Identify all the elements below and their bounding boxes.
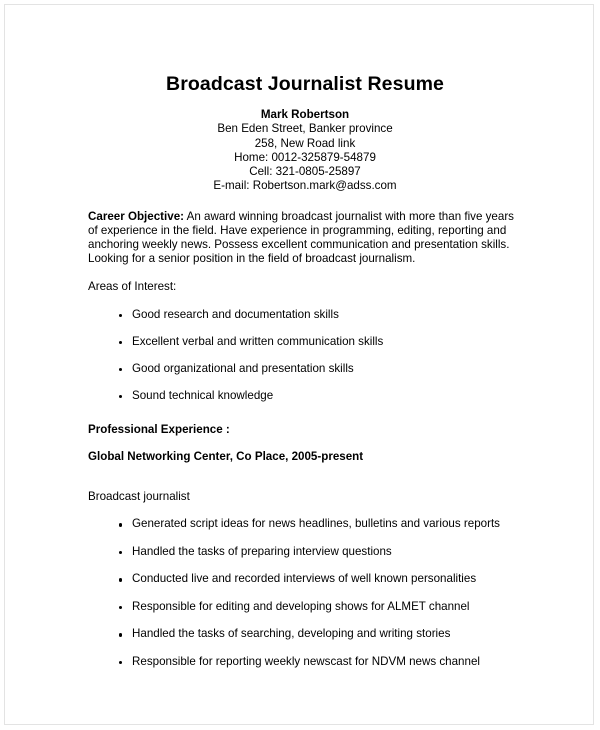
career-objective-label: Career Objective: bbox=[88, 209, 185, 223]
list-item: Conducted live and recorded interviews of well known personalities bbox=[88, 572, 522, 586]
list-item: Good organizational and presentation skills bbox=[88, 362, 522, 376]
job-title: Broadcast journalist bbox=[88, 489, 190, 503]
home-phone: Home: 0012-325879-54879 bbox=[234, 150, 376, 164]
list-item: Sound technical knowledge bbox=[88, 389, 522, 403]
page-title: Broadcast Journalist Resume bbox=[166, 73, 444, 95]
career-objective-text: An award winning broadcast journalist with more than five years of experience in the field. Have experience in programming, editing, reporting and anchoring weekly news. Possess excellent communication and presentation skills. Looking for a senior position in the field of broadcast journalism. bbox=[88, 209, 514, 266]
list-item: Responsible for editing and developing shows for ALMET channel bbox=[88, 600, 522, 614]
address-line-1: Ben Eden Street, Banker province bbox=[217, 122, 393, 136]
email-address: E-mail: Robertson.mark@adss.com bbox=[213, 179, 397, 193]
list-item: Responsible for reporting weekly newscast for NDVM news channel bbox=[88, 655, 522, 669]
list-item: Handled the tasks of preparing interview questions bbox=[88, 545, 522, 559]
list-item: Generated script ideas for news headlines, bulletins and various reports bbox=[88, 517, 522, 531]
cell-phone: Cell: 321-0805-25897 bbox=[249, 165, 361, 179]
resume-page bbox=[4, 4, 594, 725]
company-line: Global Networking Center, Co Place, 2005-present bbox=[88, 449, 364, 463]
resume-content bbox=[88, 5, 522, 669]
address-line-2: 258, New Road link bbox=[254, 136, 356, 150]
list-item: Good research and documentation skills bbox=[88, 308, 522, 322]
professional-experience-heading: Professional Experience : bbox=[88, 422, 230, 436]
areas-of-interest-list bbox=[88, 308, 522, 403]
list-item: Excellent verbal and written communication skills bbox=[88, 335, 522, 349]
contact-block bbox=[88, 108, 522, 194]
list-item: Handled the tasks of searching, developing and writing stories bbox=[88, 627, 522, 641]
job-duties-list bbox=[88, 517, 522, 669]
candidate-name: Mark Robertson bbox=[260, 108, 350, 121]
career-objective bbox=[88, 210, 522, 267]
areas-of-interest-heading: Areas of Interest: bbox=[88, 279, 177, 293]
